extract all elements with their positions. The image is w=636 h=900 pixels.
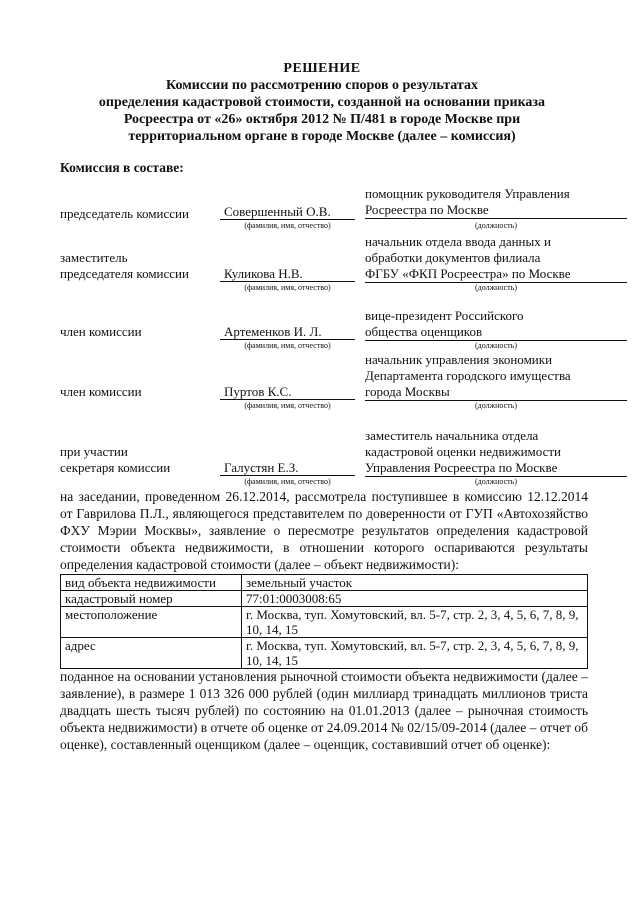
title-line: Росреестра от «26» октября 2012 № П/481 в городе Москве при [123,112,521,127]
name-caption: (фамилия, имя, отчество) [244,221,331,230]
table-row [61,591,588,607]
member-position: начальник управления экономики Департамента городского имущества города Москвы [365,352,627,401]
member-position: заместитель начальника отдела кадастровой оценки недвижимости Управления Росреестра по Москве [365,428,627,477]
table-key: местоположение [61,607,242,638]
position-caption: (должность) [475,401,517,410]
position-caption: (должность) [475,477,517,486]
title-line: определения кадастровой стоимости, созданной на основании приказа [98,95,546,110]
member-role: член комиссии [60,384,142,399]
name-caption: (фамилия, имя, отчество) [244,401,331,410]
member-role: заместитель председателя комиссии [60,250,189,281]
table-value: земельный участок [242,575,588,591]
table-row [61,575,588,591]
table-row [61,638,588,669]
position-caption: (должность) [475,341,517,350]
member-role: председатель комиссии [60,206,189,221]
title-line: территориальном органе в городе Москве (далее – комиссия) [128,129,516,144]
object-table [60,574,588,669]
member-name: Артеменков И. Л. [220,324,355,340]
member-name: Галустян Е.З. [220,460,355,476]
name-caption: (фамилия, имя, отчество) [244,477,331,486]
member-name: Пуртов К.С. [220,384,355,400]
table-key: кадастровый номер [61,591,242,607]
title-line: Комиссии по рассмотрению споров о результатах [166,78,478,93]
member-name: Совершенный О.В. [220,204,355,220]
table-key: вид объекта недвижимости [61,575,242,591]
table-value: 77:01:0003008:65 [242,591,588,607]
application-paragraph: поданное на основании установления рыночной стоимости объекта недвижимости (далее – заявление), в размере 1 013 326 000 рублей (один миллиард тринадцать миллионов триста двадцать шесть тысяч рублей) по состоянию на 01.01.2013 (далее – рыночная стоимость объекта недвижимости) в отчете об оценке от 24.09.2014 № 02/15/09-2014 (далее – отчет об оценке), составленный оценщиком (далее – оценщик, составивший отчет об оценке): [60,669,588,752]
table-value: г. Москва, туп. Хомутовский, вл. 5-7, стр. 2, 3, 4, 5, 6, 7, 8, 9, 10, 14, 15 [242,607,588,638]
name-caption: (фамилия, имя, отчество) [244,341,331,350]
position-caption: (должность) [475,283,517,292]
name-caption: (фамилия, имя, отчество) [244,283,331,292]
member-role: член комиссии [60,324,142,339]
document-title [60,60,584,145]
table-row [61,607,588,638]
member-position: вице-президент Российского общества оценщиков [365,308,627,341]
member-position: помощник руководителя Управления Росреестра по Москве [365,186,627,219]
position-caption: (должность) [475,221,517,230]
member-role: при участии секретаря комиссии [60,444,171,475]
composition-heading: Комиссия в составе: [60,160,184,175]
title-main: РЕШЕНИЕ [283,61,361,76]
table-key: адрес [61,638,242,669]
member-position: начальник отдела ввода данных и обработки документов филиала ФГБУ «ФКП Росреестра» по Москве [365,234,627,283]
member-name: Куликова Н.В. [220,266,355,282]
table-value: г. Москва, туп. Хомутовский, вл. 5-7, стр. 2, 3, 4, 5, 6, 7, 8, 9, 10, 14, 15 [242,638,588,669]
meeting-paragraph: на заседании, проведенном 26.12.2014, рассмотрела поступившее в комиссию 12.12.2014 от Гаврилова П.Л., являющегося представителем по доверенности от ГУП «Автохозяйство ФХУ Мэрии Москвы», заявление о пересмотре результатов определения кадастровой стоимости объекта недвижимости, в отношении которого оспариваются результаты определения кадастровой стоимости (далее – объект недвижимости): [60,489,588,572]
